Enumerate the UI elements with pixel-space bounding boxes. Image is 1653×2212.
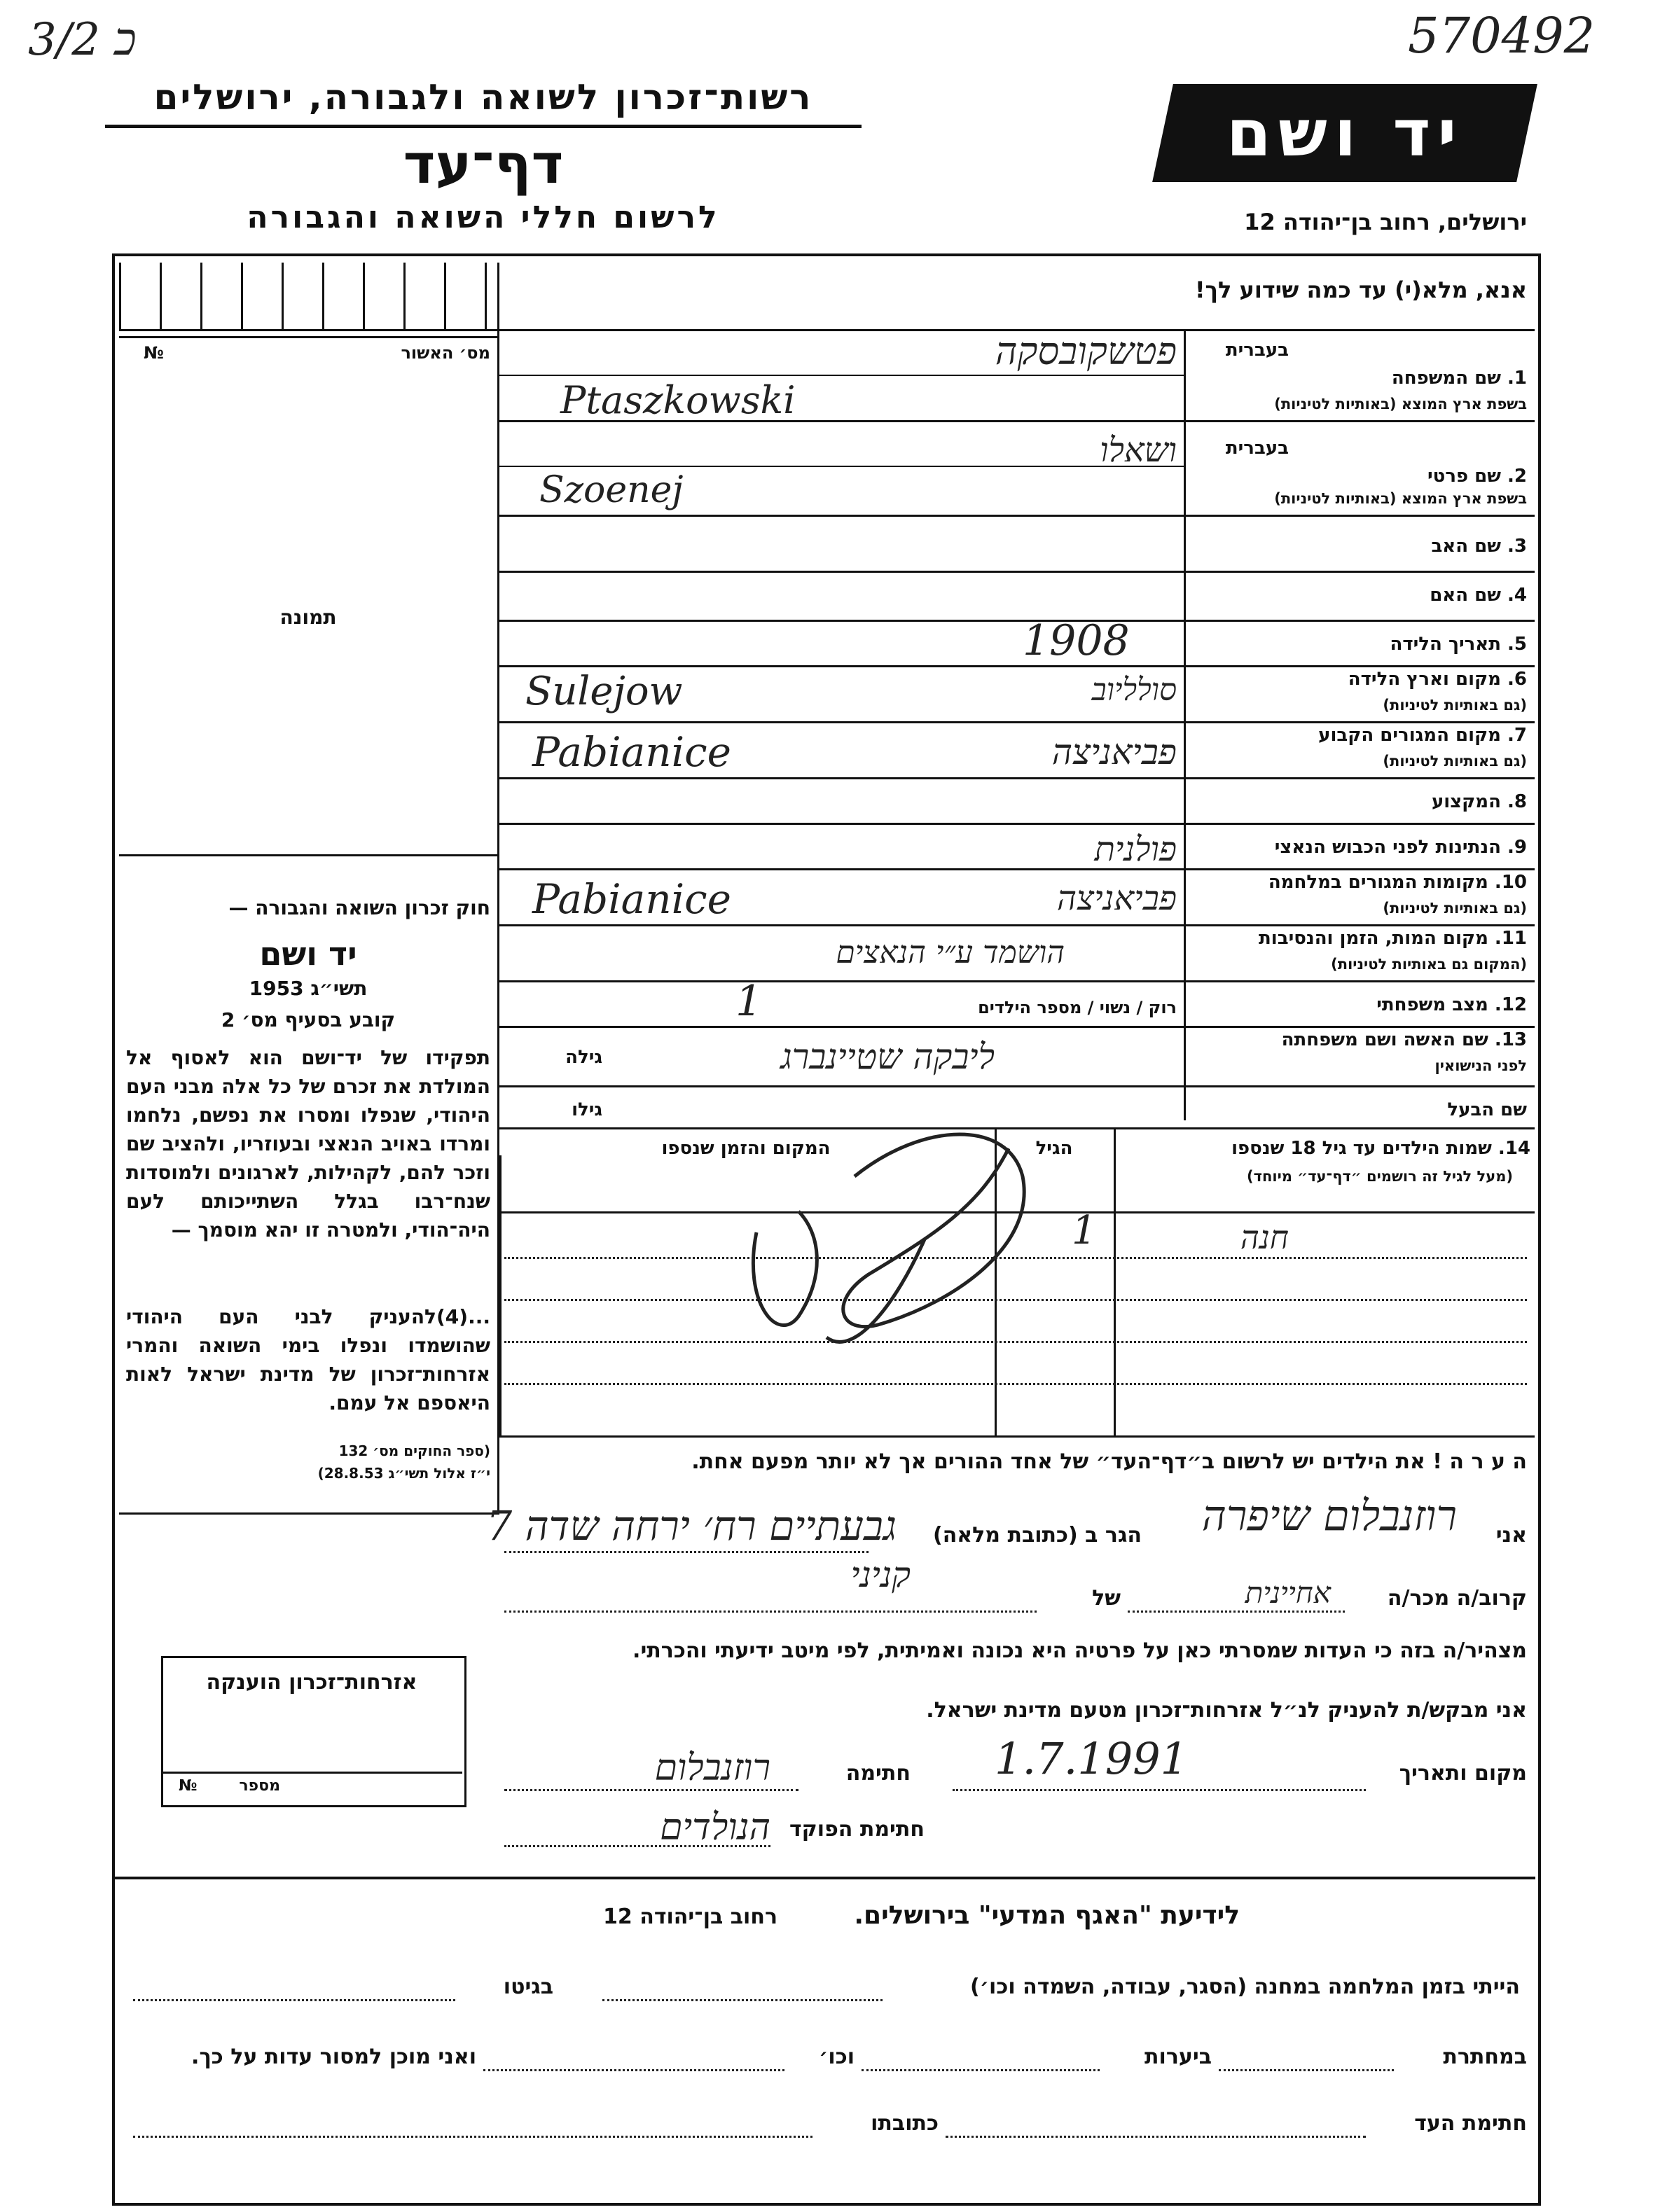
hw-residence-hebrew: פביאניצה	[1051, 732, 1177, 772]
hebrew-tag-1: בעברית	[1225, 340, 1289, 361]
hw-child-age: 1	[1072, 1208, 1097, 1253]
form-subtitle: לרשום חללי השואה והגבורה	[247, 200, 720, 235]
witness-i-label: אני	[1495, 1523, 1527, 1547]
hw-first-name-latin: Szoenej	[539, 469, 684, 511]
signature-label: חתימה	[845, 1761, 911, 1786]
hw-witness-address: גבעתיים רח׳ ירחה שדה 7	[486, 1502, 897, 1550]
bottom-underground-label: במחתרת	[1443, 2045, 1527, 2069]
hw-child-name: חנה	[1240, 1218, 1289, 1256]
law-heading: חוק זכרון השואה והגבורה —	[228, 896, 490, 919]
hw-death-place: הושמד ע״י הנאצים	[836, 935, 1065, 971]
field-1-label: 1. שם המשפחה	[1391, 368, 1527, 389]
field-2-sub: בשפת ארץ המוצא (באותיות לטיניות)	[1274, 490, 1527, 507]
form-title: דף־עד	[403, 133, 564, 196]
field-12-options: רוק / נשוי / מספר הילדים	[978, 998, 1177, 1017]
hw-relation-of: קניני	[850, 1554, 911, 1595]
law-clause-4: ...(4)להעניק לבני העם היהודי שהושמדו ונפלו בימי השואה והמרי אזרחות־זכרון של מדינת ישראל לאות היאספם אל עמם.	[126, 1305, 490, 1414]
archive-number: 570492	[1408, 7, 1596, 64]
field-2-label: 2. שם פרטי	[1427, 466, 1527, 487]
yad-vashem-logo	[1152, 84, 1537, 182]
hw-wife-name: ליבקה שטיינברג	[780, 1036, 995, 1077]
law-name: יד ושם	[259, 935, 357, 973]
witness-of-label: של	[1092, 1586, 1121, 1611]
hw-wartime-residence-hebrew: פביאניצה	[1056, 879, 1177, 918]
law-body: תפקידו של יד־ושם הוא לאסוף אל המולדת את זכרם של כל אלה מבני העם היהודי, שנפלו ומסרו את נפשם, נלחמו ומרדו באויב הנאצי ובעוזריו, ולהציב שם וזכר להם, לקהילות, לארגונים ולמוסדות שנח־רבו בגלל השתייכותם לעם היה־הודי, ולמטרה זו יהא מוסמך —	[126, 1046, 490, 1241]
approval-label: מס׳ האשור	[401, 343, 490, 363]
hw-birth-place-hebrew: סולליוב	[1091, 672, 1177, 708]
field-13-label: 13. שם האשה ושם משפחתה	[1281, 1029, 1527, 1050]
bottom-address-label: כתובתו	[871, 2111, 939, 2136]
field-11-label: 11. מקום המות, הזמן והנסיבות	[1259, 928, 1527, 949]
field-14-sub: (מעל לגיל זה רושמים ״דף־עד״ מיוחד)	[1247, 1168, 1513, 1185]
citizenship-number-label: מספר	[239, 1777, 280, 1795]
field-6-sub: (גם באותיות לטיניות)	[1383, 697, 1527, 714]
hebrew-tag-2: בעברית	[1225, 438, 1289, 459]
hw-date: 1.7.1991	[995, 1733, 1189, 1784]
bottom-witness-signature-label: חתימת העד	[1414, 2111, 1527, 2136]
hw-children-count: 1	[735, 977, 763, 1026]
bottom-ghetto-label: בגיטו	[503, 1975, 553, 1999]
field-11-sub: (המקום גם באותיות לטיניות)	[1331, 956, 1527, 973]
field-13-sub: לפני הנישואין	[1434, 1057, 1527, 1074]
children-note: ה ע ר ה ! את הילדים יש לרשום ב״דף־העד״ של אחד ההורים אך לא יותר מפעם אחת.	[691, 1449, 1527, 1474]
citizenship-number-sign: №	[179, 1777, 198, 1795]
field-10-label: 10. מקומות המגורים במלחמה	[1268, 872, 1527, 893]
field-8-label: 8. המקצוע	[1431, 791, 1527, 812]
field-10-sub: (גם באותיות לטיניות)	[1383, 900, 1527, 917]
law-reference-2: י״ז אלול תשי״ג 28.8.53)	[317, 1465, 490, 1482]
field-14-label: 14. שמות הילדים עד גיל 18 שנספו	[1231, 1138, 1530, 1159]
law-year: תשי״ג 1953	[249, 977, 368, 1000]
org-line: רשות־זכרון לשואה ולגבורה, ירושלים	[153, 77, 813, 118]
hw-residence-latin: Pabianice	[532, 728, 731, 776]
bottom-ready-label: ואני מוכן למסור עדות על כך.	[191, 2045, 476, 2069]
hw-birth-year: 1908	[1023, 616, 1130, 665]
bottom-forests-label: ביערות	[1144, 2045, 1212, 2069]
id-digit-boxes	[119, 263, 499, 331]
field-5-label: 5. תאריך הלידה	[1390, 634, 1527, 655]
field-4-label: 4. שם האם	[1430, 585, 1527, 606]
hw-surname-hebrew: פטשקובסקה	[995, 329, 1177, 373]
photo-box	[119, 343, 497, 854]
hw-first-name-hebrew: ושאלו	[1100, 431, 1177, 470]
hw-official-signature: הנולדים	[660, 1807, 770, 1849]
place-date-label: מקום ותאריך	[1399, 1761, 1527, 1786]
witness-declaration: מצהיר/ה בזה כי העדות שמסרתי כאן על פרטיה היא נכונה ואמיתית, לפי מיטב ידיעתי והכרתי.	[632, 1639, 1527, 1663]
photo-label: תמונה	[279, 606, 337, 629]
logo-text: יד ושם	[1226, 95, 1464, 171]
hw-birth-place-latin: Sulejow	[525, 669, 683, 714]
approval-number-sign: №	[144, 343, 164, 363]
husband-age-label: גילו	[572, 1099, 602, 1120]
field-6-label: 6. מקום וארץ הלידה	[1348, 669, 1527, 690]
hw-surname-latin: Ptaszkowski	[560, 378, 796, 422]
hw-nationality: פולנית	[1094, 830, 1177, 869]
wife-age-label: גילה	[565, 1047, 602, 1068]
witness-request: אני מבקש/ת להעניק לנ״ל אזרחות־זכרון מטעם מדינת ישראל.	[926, 1698, 1527, 1723]
column-place-time: המקום והזמן שנספו	[661, 1138, 831, 1159]
bottom-line-1: הייתי בזמן המלחמה במחנה (הסגר, עבודה, השמדה וכו׳)	[970, 1975, 1520, 1999]
hw-witness-name: רוזנבלום שיפרה	[1201, 1491, 1457, 1540]
crossout-scribble	[714, 1092, 1065, 1358]
field-7-sub: (גם באותיות לטיניות)	[1383, 753, 1527, 770]
field-1-sub: בשפת ארץ המוצא (באותיות לטיניות)	[1274, 396, 1527, 412]
witness-relative-label: קרוב/ה מכר/ה	[1387, 1586, 1527, 1611]
bottom-title: לידיעת "האגף המדעי" בירושלים.	[854, 1901, 1240, 1930]
field-9-label: 9. הנתינות לפני הכבוש הנאצי	[1274, 837, 1527, 858]
field-7-label: 7. מקום המגורים הקבוע	[1318, 725, 1527, 746]
official-signature-label: חתימת הפוקד	[789, 1817, 925, 1842]
bottom-address: רחוב בן־יהודה 12	[603, 1905, 777, 1929]
witness-residing-label: הגר ב (כתובת מלאה)	[932, 1523, 1142, 1547]
husband-label: שם הבעל	[1447, 1099, 1527, 1120]
column-age: הגיל	[1035, 1138, 1073, 1159]
instruction: אנא, מלא(י) עד כמה שידוע לך!	[1194, 277, 1527, 303]
field-3-label: 3. שם האב	[1431, 536, 1527, 557]
corner-note: 3/2 כ	[28, 14, 137, 66]
law-reference-1: (ספר החוקים מס׳ 132	[338, 1442, 490, 1459]
hw-relation: אחיינית	[1245, 1575, 1331, 1610]
hw-signature: רוזנבלום	[654, 1747, 770, 1789]
hw-wartime-residence-latin: Pabianice	[532, 875, 731, 923]
law-clause: קובע בסעיף מס׳ 2	[221, 1008, 396, 1031]
bottom-etc-label: וכו׳	[819, 2045, 855, 2069]
citizenship-title: אזרחות־זכרון הוענקה	[206, 1670, 417, 1695]
field-12-label: 12. מצב משפחתי	[1376, 994, 1527, 1015]
address: ירושלים, רחוב בן־יהודה 12	[1244, 209, 1527, 235]
